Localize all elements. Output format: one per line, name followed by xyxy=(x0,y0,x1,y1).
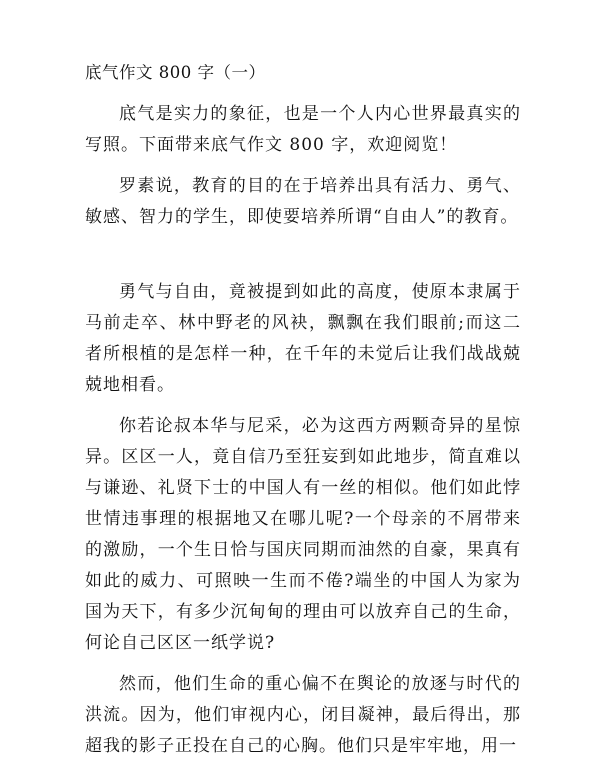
document-body xyxy=(85,62,521,762)
paragraph-schopenhauer-nietzsche: 你若论叔本华与尼采，必为这西方两颗奇异的星惊异。区区一人，竟自信乃至狂妄到如此地步，简直难以与谦逊、礼贤下士的中国人有一丝的相似。他们如此悖世情违事理的根据地又在哪儿呢?一个母亲的不屑带来的激励，一个生日恰与国庆同期而油然的自豪，果真有如此的威力、可照映一生而不倦?端坐的中国人为家为国为天下，有多少沉甸甸的理由可以放弃自己的生命，何论自己区区一纸学说? xyxy=(85,416,521,653)
document-title: 底气作文 800 字（一） xyxy=(85,63,266,82)
paragraph-inner-self: 然而，他们生命的重心偏不在舆论的放逐与时代的洪流。因为，他们审视内心，闭目凝神，最后得出，那超我的影子正投在自己的心胸。他们只是牢牢地，用一 xyxy=(85,674,521,756)
paragraph-courage-freedom: 勇气与自由，竟被提到如此的高度，使原本隶属于马前走卒、林中野老的风袂，飘飘在我们眼前;而这二者所根植的是怎样一种，在千年的未觉后让我们战战兢兢地相看。 xyxy=(85,282,521,395)
paragraph-russell: 罗素说，教育的目的在于培养出具有活力、勇气、敏感、智力的学生，即使要培养所谓“自由人”的教育。 xyxy=(85,176,521,227)
paragraph-intro: 底气是实力的象征，也是一个人内心世界最真实的写照。下面带来底气作文 800 字，欢迎阅览！ xyxy=(85,104,521,155)
